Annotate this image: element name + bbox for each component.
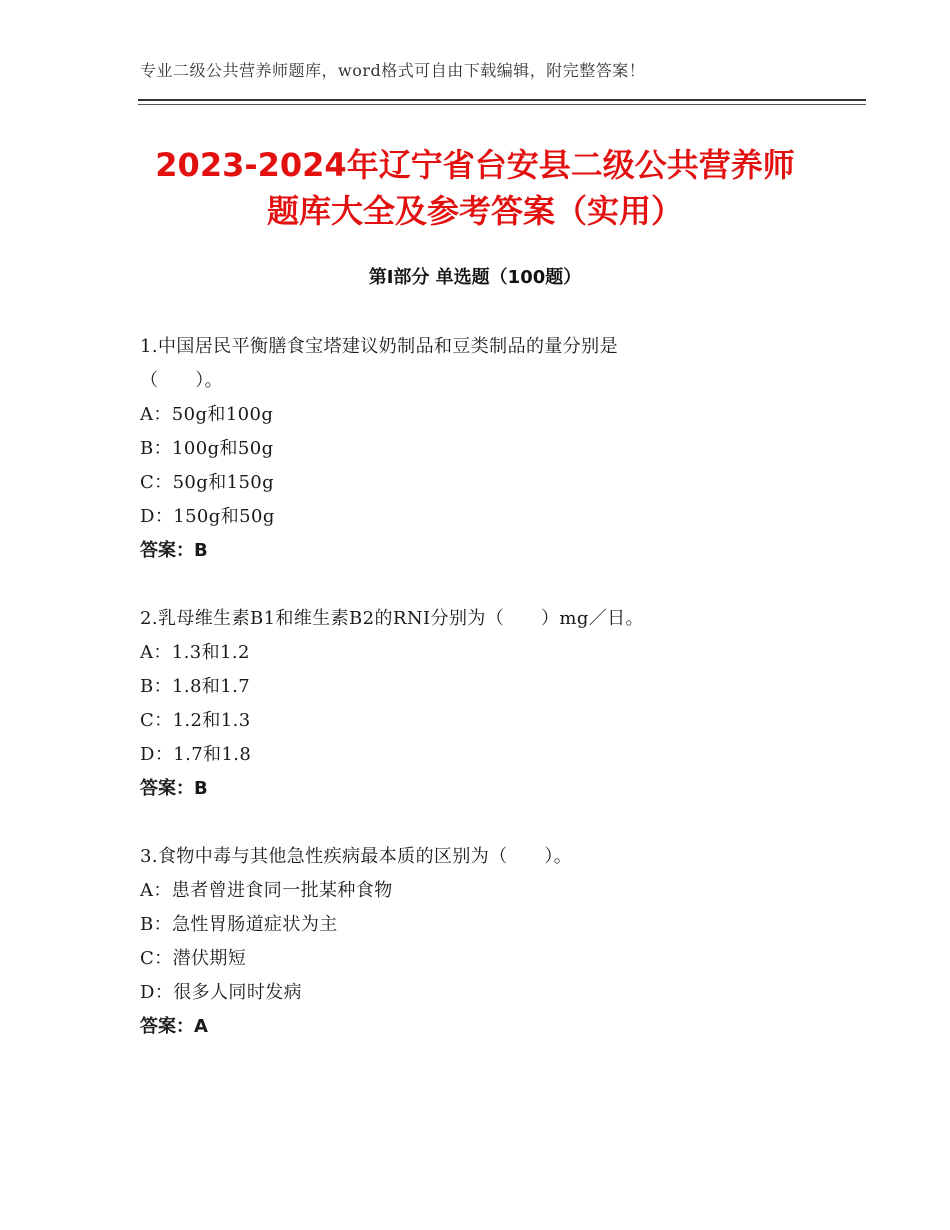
question-list <box>140 330 860 1078</box>
answer: 答案：A <box>140 1016 208 1037</box>
option-d: D：很多人同时发病 <box>140 982 303 1003</box>
document-title <box>60 142 890 234</box>
header-divider-thin <box>138 104 866 105</box>
question-stem: 1.中国居民平衡膳食宝塔建议奶制品和豆类制品的量分别是 <box>140 336 618 357</box>
title-line-2: 题库大全及参考答案（实用） <box>266 192 683 230</box>
title-line-1: 2023-2024年辽宁省台安县二级公共营养师 <box>155 146 795 184</box>
option-a: A：50g和100g <box>140 404 274 425</box>
question-3 <box>140 840 860 1044</box>
option-b: B：1.8和1.7 <box>140 676 251 697</box>
question-stem: 3.食物中毒与其他急性疾病最本质的区别为（ ）。 <box>140 846 573 867</box>
option-a: A：患者曾进食同一批某种食物 <box>140 880 393 901</box>
option-b: B：100g和50g <box>140 438 274 459</box>
option-d: D：1.7和1.8 <box>140 744 252 765</box>
option-c: C：1.2和1.3 <box>140 710 251 731</box>
option-a: A：1.3和1.2 <box>140 642 250 663</box>
answer: 答案：B <box>140 540 208 561</box>
answer: 答案：B <box>140 778 208 799</box>
option-b: B：急性胃肠道症状为主 <box>140 914 338 935</box>
question-1 <box>140 330 860 568</box>
header-note: 专业二级公共营养师题库，word格式可自由下载编辑，附完整答案！ <box>140 61 646 80</box>
question-stem: 2.乳母维生素B1和维生素B2的RNI分别为（ ）mg／日。 <box>140 608 644 629</box>
section-heading: 第Ⅰ部分 单选题（100题） <box>368 267 582 288</box>
option-d: D：150g和50g <box>140 506 275 527</box>
question-stem-continued: （ ）。 <box>140 370 223 391</box>
option-c: C：潜伏期短 <box>140 948 247 969</box>
question-2 <box>140 602 860 806</box>
header-divider-thick <box>138 99 866 101</box>
option-c: C：50g和150g <box>140 472 275 493</box>
